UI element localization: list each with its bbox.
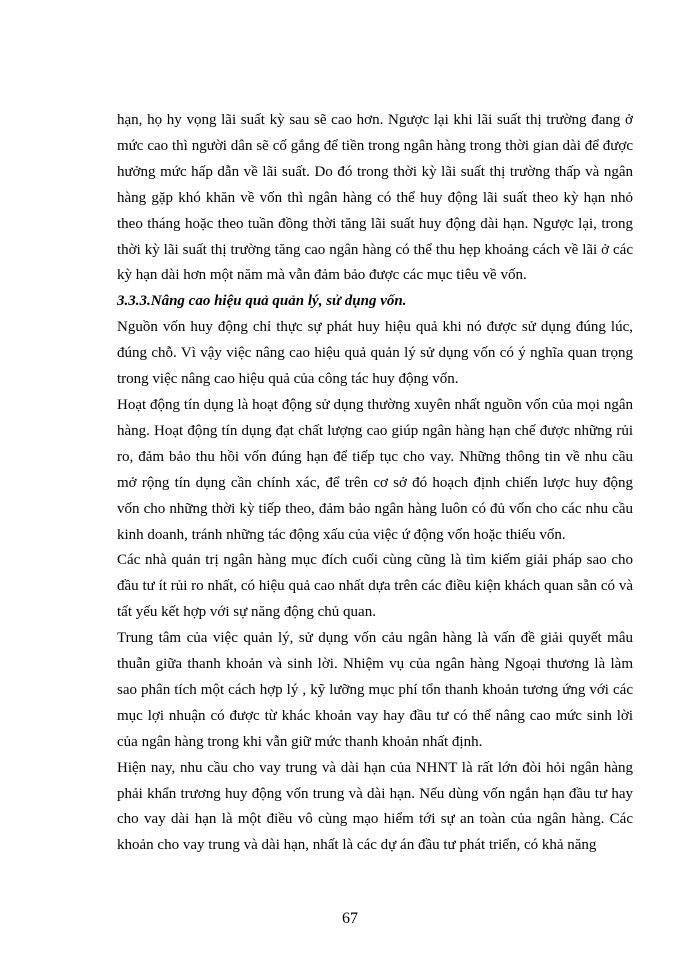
section-heading: 3.3.3.Nâng cao hiệu quả quản lý, sử dụng vốn. — [117, 293, 407, 310]
paragraph-bank-managers: Các nhà quản trị ngân hàng mục đích cuối cùng cũng là tìm kiếm giải pháp sao cho đầu tư ít rủi ro nhất, có hiệu quả cao nhất dựa trên các điều kiện khách quan sẵn có và tất yếu kết hợp với sự năng động chủ quan. — [117, 552, 633, 621]
paragraph-credit-activity: Hoạt động tín dụng là hoạt động sử dụng thường xuyên nhất nguồn vốn của mọi ngân hàng. Hoạt động tín dụng đạt chất lượng cao giúp ngân hàng hạn chế được những rủi ro, đảm bảo thu hồi vốn đúng hạn để tiếp tục cho vay. Những thông tin về nhu cầu mở rộng tín dụng cần chính xác, để trên cơ sở đó hoạch định chiến lược huy động vốn cho những thời kỳ tiếp theo, đảm bảo ngân hàng luôn có đủ vốn cho các nhu cầu kinh doanh, tránh những tác động xấu của việc ứ động vốn hoặc thiếu vốn. — [117, 396, 633, 543]
paragraph-interest-rate-strategy: hạn, họ hy vọng lãi suất kỳ sau sẽ cao hơn. Ngược lại khi lãi suất thị trường đang ở mức cao thì người dân sẽ cố gắng để tiền trong ngân hàng trong thời gian dài để được hưởng mức hấp dẫn về lãi suất. Do đó trong thời kỳ lãi suất thị trường thấp và ngân hàng gặp khó khăn về vốn thì ngân hàng có thể huy động lãi suất theo kỳ hạn nhỏ theo tháng hoặc theo tuần đồng thời tăng lãi suất huy động dài hạn. Ngược lại, trong thời kỳ lãi suất thị trường tăng cao ngân hàng có thể thu hẹp khoảng cách về lãi ở các kỳ hạn dài hơn một năm mà vẫn đảm bảo được các mục tiêu về vốn. — [117, 112, 633, 284]
paragraph-capital-efficiency: Nguồn vốn huy động chỉ thực sự phát huy hiệu quả khi nó được sử dụng đúng lúc, đúng chỗ. Vì vậy việc nâng cao hiệu quả quản lý sử dụng vốn có ý nghĩa quan trọng trong việc nâng cao hiệu quả của công tác huy động vốn. — [117, 319, 633, 388]
paragraph-liquidity-profit: Trung tâm của việc quản lý, sử dụng vốn cảu ngân hàng là vấn đề giải quyết mâu thuẫn giữa thanh khoản và sinh lời. Nhiệm vụ của ngân hàng Ngoại thương là làm sao phân tích một cách hợp lý , kỹ lưỡng mục phí tổn thanh khoản tương ứng với các mục lợi nhuận có được từ khác khoản vay hay đầu tư có thể nâng cao mức sinh lời của ngân hàng trong khi vẫn giữ mức thanh khoản nhất định. — [117, 630, 633, 750]
paragraph-medium-long-term-loans: Hiện nay, nhu cầu cho vay trung và dài hạn của NHNT là rất lớn đòi hỏi ngân hàng phải khẩn trương huy động vốn trung và dài hạn. Nếu dùng vốn ngắn hạn đầu tư hay cho vay dài hạn là một điều vô cùng mạo hiểm tới sự an toàn của ngân hàng. Các khoản cho vay trung và dài hạn, nhất là các dự án đầu tư phát triển, có khả năng — [117, 759, 633, 854]
page-body — [117, 108, 633, 859]
page-number: 67 — [342, 910, 358, 927]
